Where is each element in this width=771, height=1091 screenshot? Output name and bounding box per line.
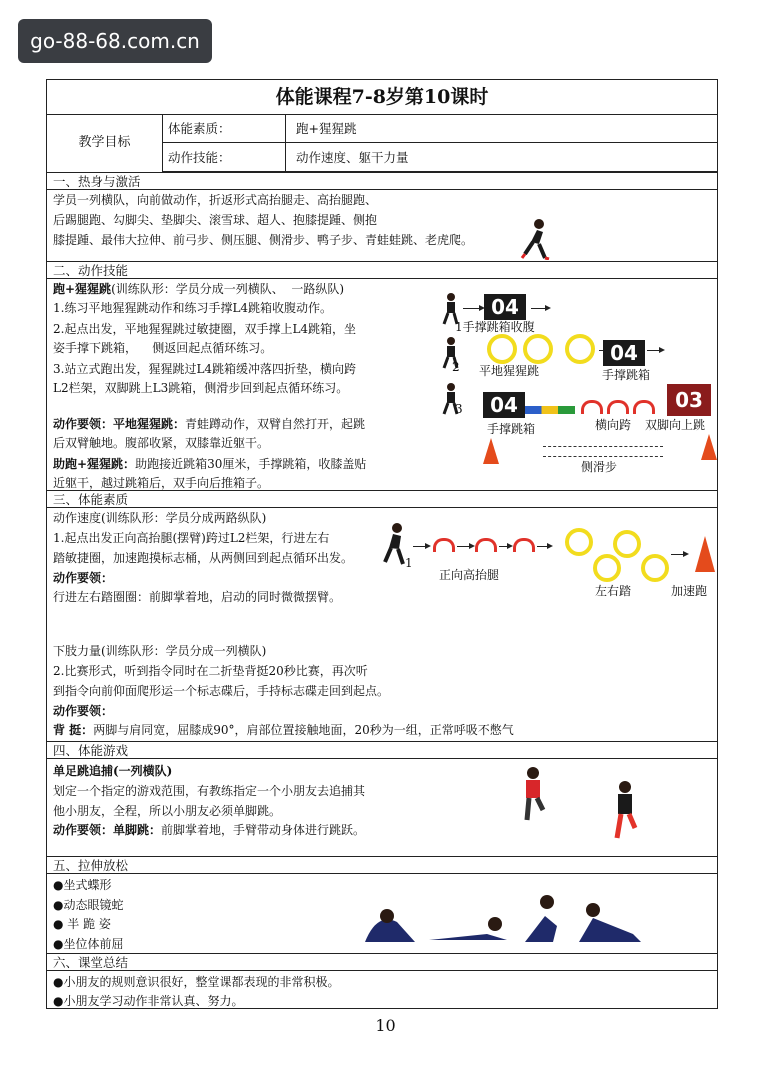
lesson-sheet	[46, 79, 718, 1009]
stretch-item-4: ●坐位体前屈	[53, 937, 124, 951]
arrow-8	[537, 546, 549, 547]
skills-line-3: 姿手撑下跳箱， 侧返回起点循环练习。	[53, 341, 273, 355]
game-title: 单足跳追捕(一列横队)	[53, 764, 173, 778]
skills-req-2-line2: 近躯干，越过跳箱后，双手向后推箱子。	[53, 476, 270, 490]
section-header-fitness: 三、体能素质	[47, 490, 717, 508]
skills-req-1-line2: 后双臂触地。腹部收紧，双膝靠近躯干。	[53, 436, 270, 450]
section-header-game: 四、体能游戏	[47, 741, 717, 759]
folding-mat	[525, 406, 575, 414]
cone	[483, 438, 499, 464]
page-title: 体能课程7-8岁第10课时	[47, 80, 717, 115]
cone	[701, 434, 717, 460]
diagram-caption-2b: 手撑跳箱	[602, 368, 651, 382]
diagram-caption-3b: 横向跨	[595, 418, 632, 432]
diagram-caption-3c: 双脚向上跳	[645, 418, 706, 432]
goal-key-1: 体能素质：	[162, 114, 286, 143]
game-line-1: 划定一个指定的游戏范围，有教练指定一个小朋友去追捕其	[53, 784, 366, 798]
section-header-skills: 二、动作技能	[47, 261, 717, 279]
summary-item-2: ●小朋友学习动作非常认真、努力。	[53, 994, 244, 1008]
hopping-kid-figure	[517, 766, 549, 828]
stretch-item-2: ●动态眼镜蛇	[53, 898, 124, 912]
arrow-9	[671, 554, 685, 555]
leg-req	[53, 721, 514, 740]
agility-ring	[487, 334, 517, 364]
arrow-6	[457, 546, 471, 547]
section-header-warmup: 一、热身与激活	[47, 172, 717, 190]
arrow-7	[499, 546, 509, 547]
page-number: 10	[375, 1016, 396, 1035]
stretch-item-3: ● 半 跪 姿	[53, 917, 111, 931]
speed-title: 动作速度(训练队形：学员分成两路纵队)	[53, 511, 267, 525]
skills-req-1-rest: 青蛙蹲动作，双臂自然打开，起跳	[185, 417, 366, 431]
skills-line-1: 1.练习平地猩猩跳动作和练习手撑L4跳箱收腹动作。	[53, 301, 333, 315]
skills-req-1-bold: 动作要领：平地猩猩跳：	[53, 417, 186, 431]
speed-req-title: 动作要领：	[53, 571, 114, 585]
arrow-4	[647, 350, 661, 351]
runner-figure	[519, 218, 553, 260]
section-header-stretch: 五、拉伸放松	[47, 856, 717, 874]
speed-caption-2: 左右踏	[595, 584, 632, 598]
goal-value-1: 跑+猩猩跳	[286, 114, 717, 143]
diagram-caption-2a: 平地猩猩跳	[479, 364, 540, 378]
hurdle	[513, 538, 535, 552]
goal-key-2: 动作技能：	[162, 143, 286, 172]
side-step-line	[543, 456, 663, 457]
skills-line-5: L2栏架，双脚跳上L3跳箱，侧滑步回到起点循环练习。	[53, 381, 349, 395]
summary-item-1: ●小朋友的规则意识很好，整堂课都表现的非常积极。	[53, 975, 340, 989]
diagram-caption-3a: 手撑跳箱	[487, 422, 536, 436]
hurdle	[475, 538, 497, 552]
jump-box-4: 03	[667, 384, 711, 416]
skills-req-1	[53, 415, 365, 434]
agility-ring	[565, 334, 595, 364]
speed-diagram-number: 1	[405, 556, 413, 570]
leg-title: 下肢力量(训练队形：学员分成一列横队)	[53, 644, 267, 658]
leg-line-1: 2.比赛形式，听到指令同时在二折垫背挺20秒比赛，再次听	[53, 664, 368, 678]
leg-req-rest: 两脚与肩同宽，屈膝成90°，肩部位置接触地面，20秒为一组，正常呼吸不憋气	[93, 723, 514, 737]
skills-req-2-rest: 助跑接近跳箱30厘米，手撑跳箱，收膝盖贴	[135, 457, 367, 471]
game-req-bold: 动作要领：单脚跳：	[53, 823, 162, 837]
game-line-2: 他小朋友，全程，所以小朋友必须单脚跳。	[53, 804, 282, 818]
agility-ring	[641, 554, 669, 582]
game-req	[53, 821, 365, 840]
jump-box-2: 04	[603, 340, 645, 366]
speed-caption-3: 加速跑	[671, 584, 708, 598]
leg-req-bold: 背 挺：	[53, 723, 94, 737]
diagram-number-3: 3	[455, 402, 463, 416]
arrow-2	[531, 308, 547, 309]
stretch-poses-figure	[357, 882, 647, 952]
agility-ring	[593, 554, 621, 582]
side-step-line	[543, 446, 663, 447]
skills-intro-bold: 跑+猩猩跳	[53, 282, 112, 296]
speed-caption-1: 正向高抬腿	[439, 568, 500, 582]
section-header-summary: 六、课堂总结	[47, 953, 717, 971]
skills-intro-rest: (训练队形：学员分成一列横队、 一路纵队)	[111, 282, 345, 296]
skills-line-4: 3.站立式跑出发，猩猩跳过L4跳箱缓冲落四折垫，横向跨	[53, 362, 357, 376]
warmup-line-1: 学员一列横队，向前做动作，折返形式高抬腿走、高抬腿跑、	[53, 193, 378, 207]
arrow-1	[463, 308, 481, 309]
hurdle	[433, 538, 455, 552]
speed-line-2: 踏敏捷圈，加速跑摸标志桶，从两侧回到起点循环出发。	[53, 551, 354, 565]
chasing-kid-figure	[607, 780, 641, 846]
game-req-rest: 前脚掌着地，手臂带动身体进行跳跃。	[161, 823, 366, 837]
agility-ring	[523, 334, 553, 364]
stretch-item-1: ●坐式蝶形	[53, 878, 112, 892]
watermark: go-88-68.com.cn	[18, 19, 212, 63]
skills-intro	[53, 280, 344, 299]
agility-ring	[565, 528, 593, 556]
diagram-caption-1: 1手撑跳箱收腹	[455, 320, 535, 334]
diagram-number-2: 2	[452, 360, 460, 374]
diagram-caption-3d: 侧滑步	[581, 460, 618, 474]
skills-line-2: 2.起点出发，平地猩猩跳过敏捷圈，双手撑上L4跳箱，坐	[53, 322, 357, 336]
skills-req-2	[53, 455, 366, 474]
hurdle	[581, 400, 603, 414]
arrow-5	[413, 546, 427, 547]
agility-ring	[613, 530, 641, 558]
speed-req: 行进左右踏圈圈：前脚掌着地，启动的同时微微摆臂。	[53, 590, 342, 604]
hurdle	[633, 400, 655, 414]
leg-line-2: 到指令向前仰面爬形运一个标志碟后，手持标志碟走回到起点。	[53, 684, 390, 698]
speed-line-1: 1.起点出发正向高抬腿(摆臂)跨过L2栏架，行进左右	[53, 531, 330, 545]
jump-box-3: 04	[483, 392, 525, 418]
cone	[695, 536, 715, 572]
skills-req-2-bold: 助跑+猩猩跳：	[53, 457, 136, 471]
warmup-line-3: 膝提踵、最伟大拉伸、前弓步、侧压腿、侧滑步、鸭子步、青蛙蛙跳、老虎爬。	[53, 233, 474, 247]
leg-req-title: 动作要领：	[53, 704, 114, 718]
hurdle	[607, 400, 629, 414]
warmup-line-2: 后踢腿跑、勾脚尖、垫脚尖、滚雪球、超人、抱膝提踵、侧抱	[53, 213, 378, 227]
goal-label: 教学目标	[47, 114, 163, 173]
jump-box-1: 04	[484, 294, 526, 320]
goal-value-2: 动作速度、躯干力量	[286, 143, 717, 172]
